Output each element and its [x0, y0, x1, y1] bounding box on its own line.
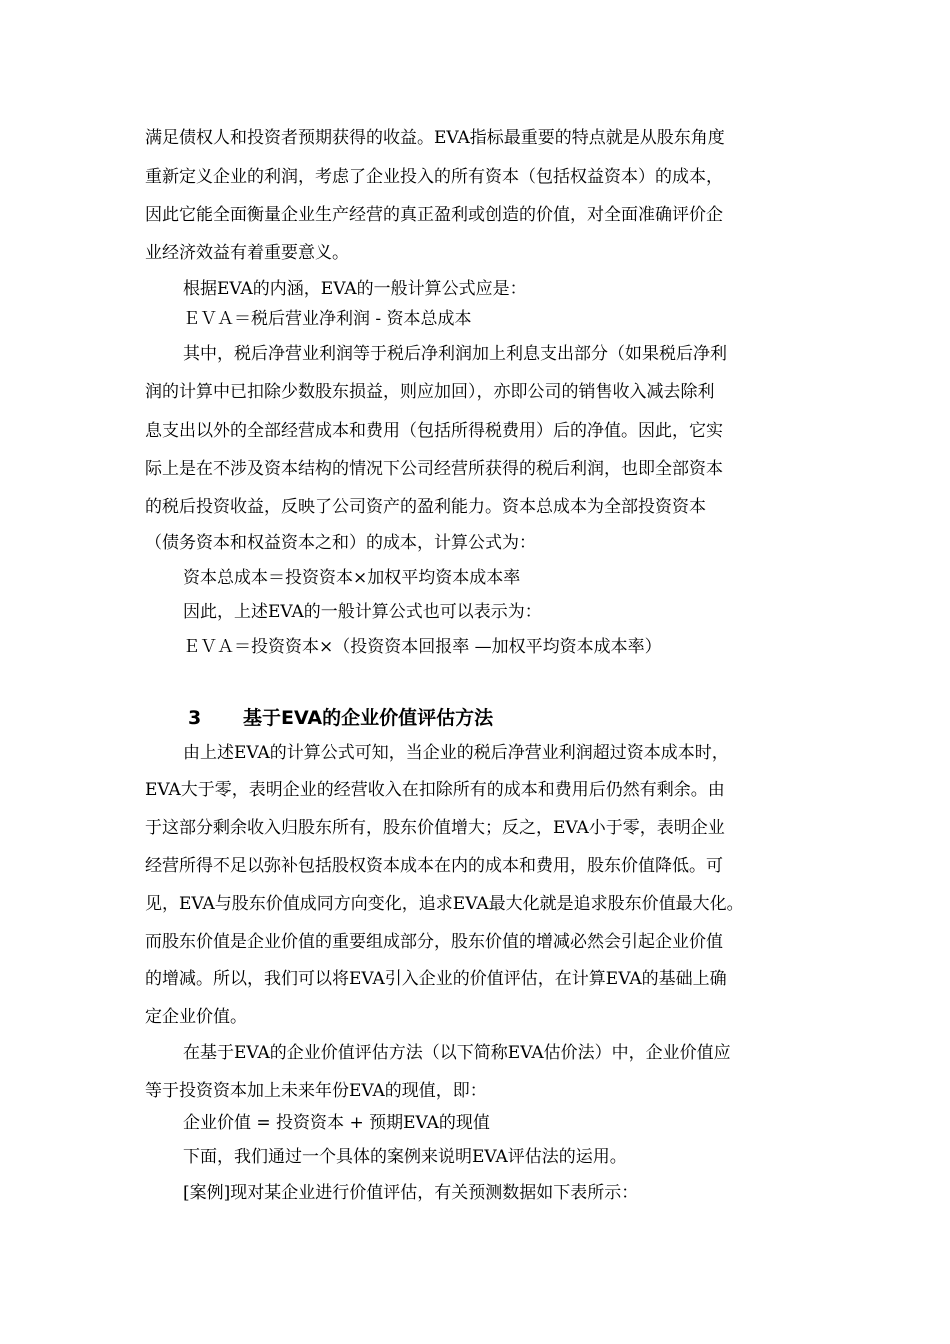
paragraph-line: 息支出以外的全部经营成本和费用（包括所得税费用）后的净值。因此，它实: [145, 421, 723, 441]
section-title: 基于EVA的企业价值评估方法: [243, 707, 494, 729]
paragraph-line: 润的计算中已扣除少数股东损益，则应加回），亦即公司的销售收入减去除利: [145, 382, 715, 402]
paragraph-line: 其中，税后净营业利润等于税后净利润加上利息支出部分（如果税后净利: [183, 344, 727, 364]
paragraph-line: 下面，我们通过一个具体的案例来说明EVA评估法的运用。: [183, 1147, 627, 1167]
paragraph-line: 因此它能全面衡量企业生产经营的真正盈利或创造的价值，对全面准确评价企: [145, 205, 723, 225]
paragraph-line: EVA大于零，表明企业的经营收入在扣除所有的成本和费用后仍然有剩余。由: [145, 780, 725, 800]
paragraph-line: 满足债权人和投资者预期获得的收益。EVA指标最重要的特点就是从股东角度: [145, 128, 725, 148]
paragraph-line: 经营所得不足以弥补包括股权资本成本在内的成本和费用，股东价值降低。可: [145, 856, 723, 876]
formula: ＥＶＡ＝税后营业净利润 - 资本总成本: [183, 309, 472, 329]
paragraph-line: [案例]现对某企业进行价值评估，有关预测数据如下表所示：: [183, 1183, 639, 1203]
formula: 企业价值 = 投资资本 + 预期EVA的现值: [183, 1113, 490, 1133]
paragraph-line: 际上是在不涉及资本结构的情况下公司经营所获得的税后利润，也即全部资本: [145, 459, 723, 479]
paragraph-line: 根据EVA的内涵，EVA的一般计算公式应是：: [183, 279, 527, 299]
paragraph-line: 定企业价值。: [145, 1007, 247, 1027]
paragraph-line: 因此，上述EVA的一般计算公式也可以表示为：: [183, 602, 542, 622]
formula: ＥＶＡ＝投资资本×（投资资本回报率 —加权平均资本成本率）: [183, 637, 662, 657]
formula: 资本总成本＝投资资本×加权平均资本成本率: [183, 568, 521, 588]
paragraph-line: （债务资本和权益资本之和）的成本，计算公式为：: [145, 533, 536, 553]
paragraph-line: 的税后投资收益，反映了公司资产的盈利能力。资本总成本为全部投资资本: [145, 497, 706, 517]
paragraph-line: 等于投资资本加上未来年份EVA的现值，即：: [145, 1081, 487, 1101]
paragraph-line: 业经济效益有着重要意义。: [145, 243, 349, 263]
section-number: 3: [188, 707, 202, 729]
section-heading: [188, 706, 493, 730]
paragraph-line: 由上述EVA的计算公式可知，当企业的税后净营业利润超过资本成本时，: [183, 743, 729, 763]
paragraph-line: 而股东价值是企业价值的重要组成部分，股东价值的增减必然会引起企业价值: [145, 932, 723, 952]
paragraph-line: 在基于EVA的企业价值评估方法（以下简称EVA估价法）中，企业价值应: [183, 1043, 731, 1063]
paragraph-line: 见，EVA与股东价值成同方向变化，追求EVA最大化就是追求股东价值最大化。: [145, 894, 744, 914]
paragraph-line: 于这部分剩余收入归股东所有，股东价值增大；反之，EVA小于零，表明企业: [145, 818, 725, 838]
paragraph-line: 的增减。所以，我们可以将EVA引入企业的价值评估，在计算EVA的基础上确: [145, 969, 727, 989]
paragraph-line: 重新定义企业的利润，考虑了企业投入的所有资本（包括权益资本）的成本，: [145, 167, 723, 187]
